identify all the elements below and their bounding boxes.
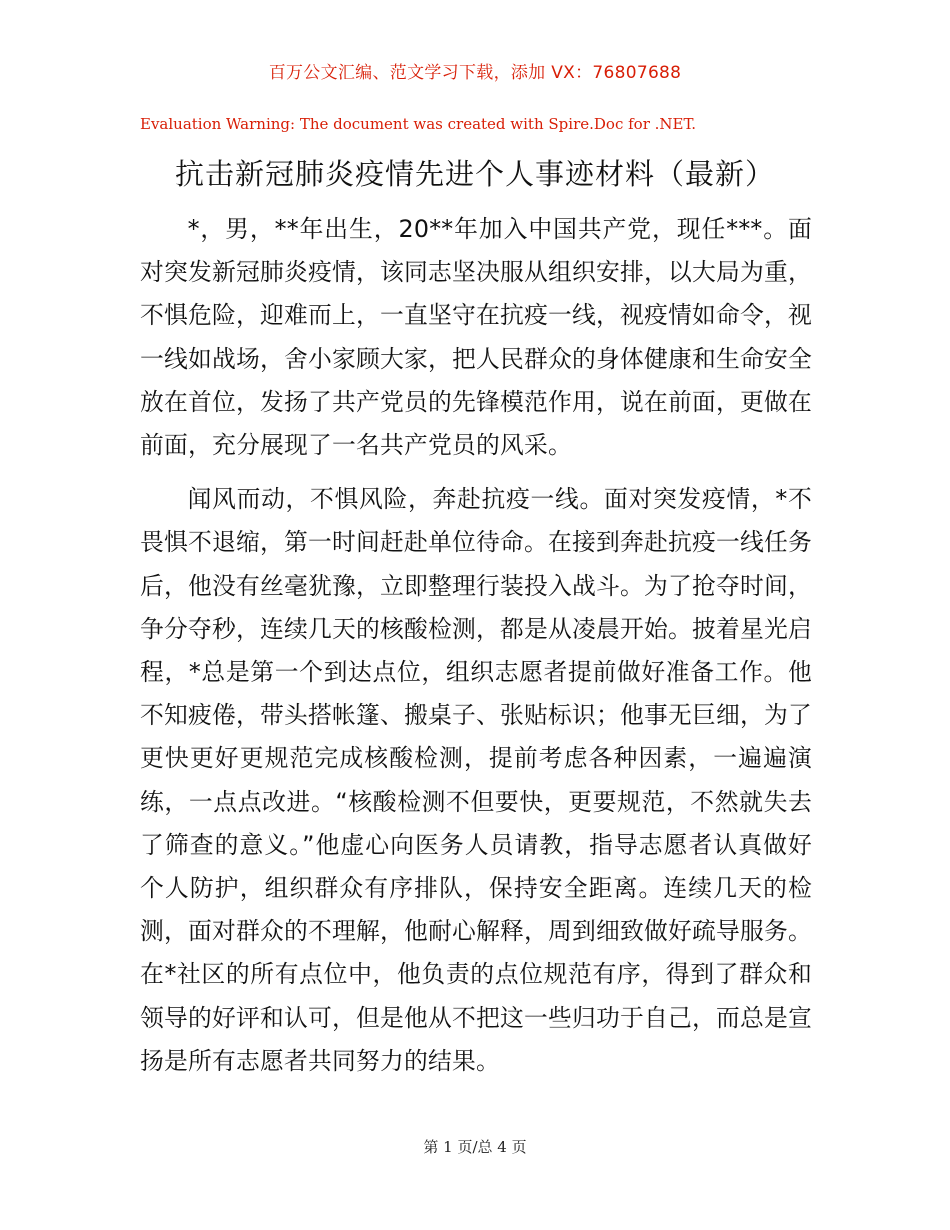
page-number: 第 1 页/总 4 页 (423, 1138, 527, 1156)
document-body (140, 208, 812, 1083)
paragraph-frontline: 闻风而动，不惧风险，奔赴抗疫一线。面对突发疫情，*不畏惧不退缩，第一时间赶赴单位待命。在接到奔赴抗疫一线任务后，他没有丝毫犹豫，立即整理行装投入战斗。为了抢夺时间，争分夺秒，连续几天的核酸检测，都是从凌晨开始。披着星光启程，*总是第一个到达点位，组织志愿者提前做好准备工作。他不知疲倦，带头搭帐篷、搬桌子、张贴标识；他事无巨细，为了更快更好更规范完成核酸检测，提前考虑各种因素，一遍遍演练，一点点改进。“核酸检测不但要快，更要规范，不然就失去了筛查的意义。”他虚心向医务人员请教，指导志愿者认真做好个人防护，组织群众有序排队，保持安全距离。连续几天的检测，面对群众的不理解，他耐心解释，周到细致做好疏导服务。在*社区的所有点位中，他负责的点位规范有序，得到了群众和领导的好评和认可，但是他从不把这一些归功于自己，而总是宣扬是所有志愿者共同努力的结果。 (140, 485, 812, 1075)
promo-banner: 百万公文汇编、范文学习下载，添加 VX：76807688 (268, 63, 682, 83)
evaluation-warning: Evaluation Warning: The document was created with Spire.Doc for .NET. (140, 115, 697, 133)
paragraph-intro: *，男，**年出生，20**年加入中国共产党，现任***。面对突发新冠肺炎疫情，该同志坚决服从组织安排，以大局为重，不惧危险，迎难而上，一直坚守在抗疫一线，视疫情如命令，视一线如战场，舍小家顾大家，把人民群众的身体健康和生命安全放在首位，发扬了共产党员的先锋模范作用，说在前面，更做在前面，充分展现了一名共产党员的风采。 (140, 215, 812, 460)
document-title: 抗击新冠肺炎疫情先进个人事迹材料（最新） (174, 157, 775, 191)
